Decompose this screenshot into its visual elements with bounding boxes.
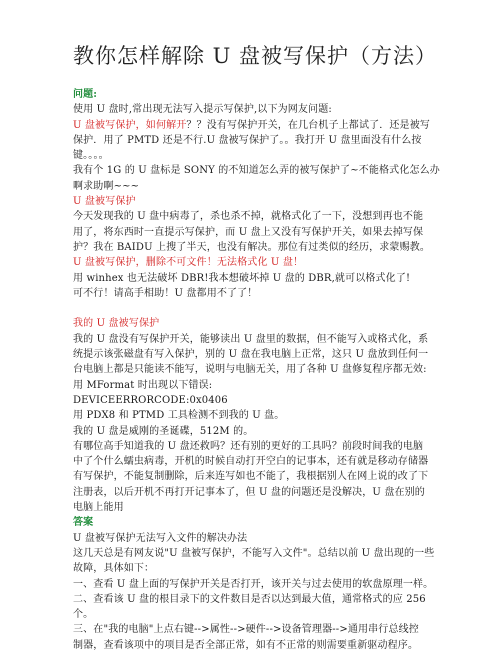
body-line: 有哪位高手知道我的 U 盘还救吗？还有别的更好的工具吗？前段时间我的电脑 — [73, 440, 424, 452]
body-line: 二、查看该 U 盘的根目录下的文件数目是否以达到最大值，通常格式的应 256 — [73, 593, 426, 605]
body-line: 我的 U 盘没有写保护开关，能够读出 U 盘里的数据，但不能写入或格式化，系 — [73, 333, 429, 345]
body-line: 键。。。。 — [73, 150, 109, 162]
body-line: 有写保护，不能复制删除，后来连写如也不能了，我根据别人在网上说的改了下 — [73, 471, 429, 483]
body-line: 用 winhex 也无法破坏 DBR!我本想破坏掉 U 盘的 DBR,就可以格式化了! — [73, 272, 411, 284]
body-line — [73, 118, 430, 133]
body-line: 这几天总是有网友说"U 盘被写保护，不能写入文件"。总结以前 U 盘出现的一些 — [73, 547, 435, 559]
body-line: 我有个 1G 的 U 盘标是 SONY 的不知道怎么弄的被写保护了~不能格式化怎么办 — [73, 165, 440, 177]
body-line: 个。 — [73, 609, 94, 621]
question-heading: 我的 U 盘被写保护 — [73, 318, 160, 330]
answer-label: 答案 — [73, 517, 94, 529]
question-heading: U 盘被写保护，如何解开 — [73, 119, 187, 131]
body-line: 啊求助啊~~~ — [73, 180, 140, 192]
body-line: 保护．用了 PMTD 还是不行.U 盘被写保护了。。我打开 U 盘里面没有什么按 — [73, 134, 422, 146]
body-line: 我的 U 盘是威刚的圣诞碟，512M 的。 — [73, 425, 254, 437]
body-line: 注册表，以后开机不再打开记事本了，但 U 盘的问题还是没解决，U 盘在别的 — [73, 486, 425, 498]
paragraph-spacer — [73, 301, 430, 316]
body-line: 护？我在 BAIDU 上搜了半天，也没有解决。那位有过类似的经历，求蒙赐教。 — [73, 241, 431, 253]
body-line: 中了个什么蠕虫病毒，开机的时候自动打开空白的记事本，还有就是移动存储器 — [73, 456, 429, 468]
body-line: 用 MFormat 时出现以下错误: — [73, 379, 213, 391]
question-label: 问题: — [73, 89, 98, 100]
body-line: 今天发现我的 U 盘中病毒了，杀也杀不掉，就格式化了一下，没想到再也不能 — [73, 211, 424, 223]
body-line: 可不行！请高手相助！U 盘都用不了了！ — [73, 287, 258, 299]
document-body — [73, 87, 440, 653]
body-line: 统提示该张磁盘有写入保护，别的 U 盘在我电脑上正常，这只 U 盘放到任何一 — [73, 349, 429, 361]
body-line: 电脑上能用 — [73, 502, 124, 514]
body-line: DEVICEERRORCODE:0x0406 — [73, 394, 228, 406]
body-line: 制器，查看该项中的项目是否全部正常，如有不正常的则需要重新驱动程序。 — [73, 639, 419, 651]
body-line: 故障，具体如下： — [73, 563, 155, 575]
body-line: U 盘被写保护无法写入文件的解决办法 — [73, 532, 248, 544]
body-text: ？？没有写保护开关，在几台机子上都试了．还是被写 — [186, 119, 431, 131]
question-heading: U 盘被写保护 — [73, 196, 136, 208]
body-line: 用 PDX8 和 PTMD 工具检测不到我的 U 盘。 — [73, 410, 285, 422]
question-heading: U 盘被写保护，删除不可文件！无法格式化 U 盘！ — [73, 257, 304, 269]
page-title: 教你怎样解除 U 盘被写保护（方法） — [73, 44, 438, 68]
body-line: 一、查看 U 盘上面的写保护开关是否打开，该开关与过去使用的软盘原理一样。 — [73, 578, 434, 590]
body-line: 台电脑上都是只能读不能写，说明与电脑无关，用了各种 U 盘修复程序都无效: — [73, 364, 427, 376]
body-line: 三、在"我的电脑"上点右键-->属性-->硬件-->设备管理器-->通用串行总线控 — [73, 624, 419, 636]
body-line: 用了，将东西时一直提示写保护，而 U 盘上又没有写保护开关，如果去掉写保 — [73, 226, 424, 238]
body-line: 使用 U 盘时,常出现无法写入提示写保护,以下为网友问题: — [73, 104, 332, 116]
